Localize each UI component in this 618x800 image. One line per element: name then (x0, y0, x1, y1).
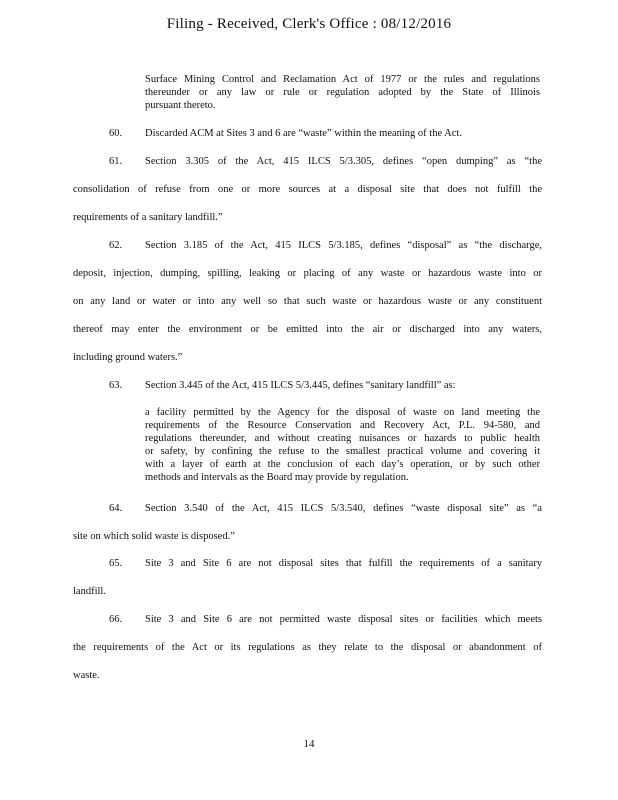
paragraph-text: landfill. (73, 586, 106, 597)
paragraph-61-line (73, 183, 542, 196)
paragraph-61-line (73, 211, 542, 224)
paragraph-63 (73, 379, 542, 392)
paragraph-text: on any land or water or into any well so that such waste or hazardous waste or any constituent (73, 296, 542, 307)
paragraph-number: 60. (109, 128, 123, 139)
paragraph-text: the requirements of the Act or its regulations as they relate to the disposal or abandonment of (73, 642, 542, 653)
paragraph-66 (73, 613, 542, 626)
quote-line: regulations thereunder, and without creating nuisances or hazards to public health (145, 433, 540, 444)
paragraph-number: 66. (109, 614, 123, 625)
paragraph-text: deposit, injection, dumping, spilling, leaking or placing of any waste or hazardous waste into or (73, 268, 542, 279)
paragraph-text: Site 3 and Site 6 are not permitted waste disposal sites or facilities which meets (145, 614, 542, 625)
quote-line: thereunder or any law or rule or regulation adopted by the State of Illinois (145, 87, 540, 98)
paragraph-64-line (73, 530, 542, 543)
paragraph-number: 64. (109, 503, 123, 514)
paragraph-text: consolidation of refuse from one or more sources at a disposal site that does not fulfill the (73, 184, 542, 195)
paragraph-62-line (73, 351, 542, 364)
filing-stamp-header: Filing - Received, Clerk's Office : 08/12/2016 (166, 16, 452, 32)
paragraph-text: requirements of a sanitary landfill.” (73, 212, 223, 223)
paragraph-number: 61. (109, 156, 123, 167)
paragraph-text: Section 3.305 of the Act, 415 ILCS 5/3.305, defines “open dumping” as “the (145, 156, 542, 167)
paragraph-65 (73, 557, 542, 570)
paragraph-text: Discarded ACM at Sites 3 and 6 are “waste” within the meaning of the Act. (145, 128, 462, 139)
quote-line: requirements of the Resource Conservation and Recovery Act, P.L. 94-580, and (145, 420, 540, 431)
paragraph-number: 63. (109, 380, 123, 391)
quote-line: Surface Mining Control and Reclamation Act of 1977 or the rules and regulations (145, 74, 540, 85)
quote-line: methods and intervals as the Board may provide by regulation. (145, 472, 409, 483)
paragraph-66-line (73, 641, 542, 654)
paragraph-62 (73, 239, 542, 252)
paragraph-text: thereof may enter the environment or be emitted into the air or discharged into any waters, (73, 324, 542, 335)
continued-quote-block (145, 73, 540, 112)
quote-line: a facility permitted by the Agency for the disposal of waste on land meeting the (145, 407, 540, 418)
quote-line: with a layer of earth at the conclusion of each day’s operation, or by such other (145, 459, 540, 470)
paragraph-64 (73, 502, 542, 515)
paragraph-65-line (73, 585, 542, 598)
sanitary-landfill-quote (145, 406, 540, 484)
paragraph-62-line (73, 267, 542, 280)
paragraph-62-line (73, 295, 542, 308)
paragraph-62-line (73, 323, 542, 336)
paragraph-text: site on which solid waste is disposed.” (73, 531, 235, 542)
paragraph-66-line (73, 669, 542, 682)
paragraph-text: Site 3 and Site 6 are not disposal sites that fulfill the requirements of a sanitary (145, 558, 542, 569)
paragraph-number: 65. (109, 558, 123, 569)
page-number: 14 (303, 738, 315, 750)
quote-line: or safety, by confining the refuse to the smallest practical volume and covering it (145, 446, 540, 457)
paragraph-text: Section 3.445 of the Act, 415 ILCS 5/3.445, defines “sanitary landfill” as: (145, 380, 456, 391)
quote-line: pursuant thereto. (145, 100, 216, 111)
paragraph-text: Section 3.185 of the Act, 415 ILCS 5/3.185, defines “disposal” as “the discharge, (145, 240, 542, 251)
paragraph-text: including ground waters.” (73, 352, 183, 363)
paragraph-number: 62. (109, 240, 123, 251)
paragraph-60 (73, 127, 542, 140)
paragraph-text: Section 3.540 of the Act, 415 ILCS 5/3.540, defines “waste disposal site” as “a (145, 503, 542, 514)
paragraph-text: waste. (73, 670, 100, 681)
paragraph-61 (73, 155, 542, 168)
